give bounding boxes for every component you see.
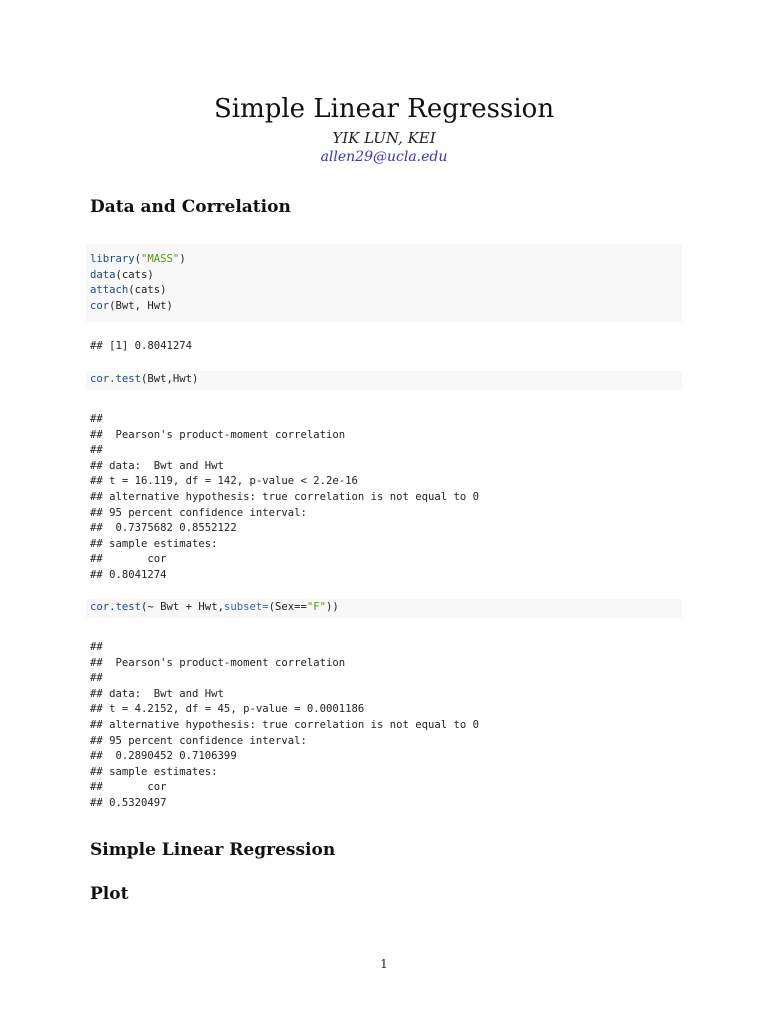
- output-line: ## alternative hypothesis: true correlation is not equal to 0: [90, 718, 480, 731]
- output-line: ## 95 percent confidence interval:: [90, 734, 307, 747]
- code-token: (Bwt,Hwt): [141, 373, 199, 385]
- code-chunk-3: [86, 599, 682, 618]
- code-token: library: [90, 253, 135, 265]
- code-token: (cats): [115, 268, 154, 281]
- code-token: subset=: [223, 601, 269, 613]
- code-line: [90, 600, 678, 616]
- section-heading-data-correlation: Data and Correlation: [90, 197, 291, 217]
- output-line: ## 0.5320497: [90, 796, 167, 809]
- output-line: ## 0.2890452 0.7106399: [90, 750, 237, 763]
- output-line: ## cor: [90, 553, 167, 566]
- document-author: YIK LUN, KEI: [332, 129, 436, 147]
- code-token: (: [134, 253, 142, 265]
- output-line: ##: [90, 672, 103, 685]
- code-output-2: [90, 412, 690, 584]
- output-line: ##: [90, 641, 103, 653]
- code-token: cor: [90, 299, 110, 312]
- code-token: (Bwt, Hwt): [109, 299, 173, 312]
- output-line: ##: [90, 444, 103, 457]
- output-line: ## cor: [90, 781, 167, 794]
- output-line: ## 0.7375682 0.8552122: [90, 522, 237, 535]
- code-line: [90, 299, 678, 315]
- section-heading-plot: Plot: [90, 884, 129, 904]
- output-line: ## data: Bwt and Hwt: [90, 687, 224, 700]
- output-line: ## t = 16.119, df = 142, p-value < 2.2e-16: [90, 475, 358, 488]
- code-token: "MASS": [141, 253, 180, 265]
- output-line: ## sample estimates:: [90, 537, 218, 550]
- code-token: ): [179, 253, 186, 265]
- code-token: cor.test: [90, 373, 142, 385]
- section-heading-simple-linear-regression: Simple Linear Regression: [90, 840, 336, 860]
- output-line: ## Pearson's product-moment correlation: [90, 656, 346, 669]
- code-line: [90, 372, 678, 388]
- output-line: ## t = 4.2152, df = 45, p-value = 0.0001186: [90, 703, 365, 716]
- output-line: ## 0.8041274: [90, 568, 167, 581]
- code-token: (cats): [128, 284, 167, 297]
- code-token: (~ Bwt + Hwt,: [141, 601, 224, 613]
- code-chunk-2: [86, 371, 682, 390]
- document-title: Simple Linear Regression: [213, 94, 555, 124]
- code-token: attach: [90, 284, 129, 297]
- output-line: ## sample estimates:: [90, 765, 218, 778]
- output-line: ## [1] 0.8041274: [90, 340, 193, 352]
- code-token: cor.test: [90, 601, 142, 613]
- code-line: [90, 283, 678, 299]
- output-line: ##: [90, 413, 103, 425]
- output-line: ## alternative hypothesis: true correlation is not equal to 0: [90, 490, 480, 503]
- code-line: [90, 268, 678, 284]
- author-email-link[interactable]: allen29@ucla.edu: [320, 149, 448, 165]
- output-line: ## data: Bwt and Hwt: [90, 459, 224, 472]
- code-token: "F": [306, 601, 327, 613]
- code-line: [90, 252, 678, 268]
- code-output-1: [90, 339, 690, 355]
- output-line: ## 95 percent confidence interval:: [90, 506, 307, 519]
- code-output-3: [90, 640, 690, 812]
- code-token: (Sex==: [268, 601, 307, 613]
- page-number: 1: [380, 957, 388, 971]
- code-token: )): [326, 601, 339, 613]
- output-line: ## Pearson's product-moment correlation: [90, 428, 346, 441]
- code-token: data: [90, 268, 116, 281]
- code-chunk-1: [86, 244, 682, 322]
